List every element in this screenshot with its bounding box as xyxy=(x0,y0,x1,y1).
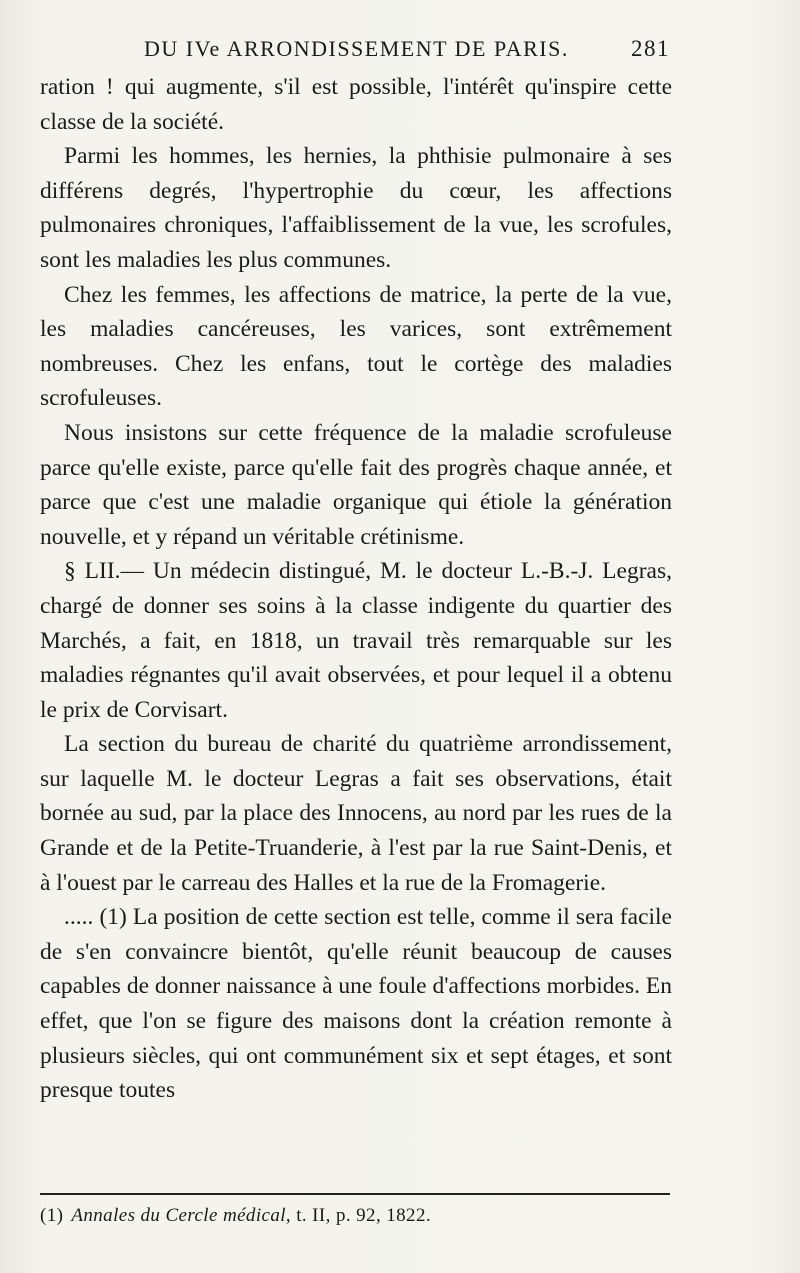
paragraph-continuation: ration ! qui augmente, s'il est possible, l'intérêt qu'inspire cette classe de la société. xyxy=(40,74,672,135)
footnote-source-title: Annales du Cercle médical xyxy=(71,1205,286,1226)
running-title: DU IVe ARRONDISSEMENT DE PARIS. xyxy=(144,36,569,61)
footnote xyxy=(40,1205,670,1227)
paragraph-section-bounds: La section du bureau de charité du quatrième arrondissement, sur laquelle M. le docteur Legras a fait ses observations, était bornée au sud, par la place des Innocens, au nord par les rues de la Grande et de la Petite-Truanderie, à l'est par la rue Saint-Denis, et à l'ouest par le carreau des Halles et la rue de la Fromagerie. xyxy=(40,731,672,896)
footnote-reference: , t. II, p. 92, 1822. xyxy=(285,1205,431,1226)
running-head xyxy=(40,30,670,64)
paragraph-women-diseases: Chez les femmes, les affections de matrice, la perte de la vue, les maladies cancéreuses, les varices, sont extrêmement nombreuses. Chez les enfans, tout le cortège des maladies scrofuleuses. xyxy=(40,281,672,412)
paragraph-scrofula: Nous insistons sur cette fréquence de la maladie scrofuleuse parce qu'elle existe, parce qu'elle fait des progrès chaque année, et parce que c'est une maladie organique qui étiole la génération nouvelle, et y répand un véritable crétinisme. xyxy=(40,419,672,550)
page-number: 281 xyxy=(631,36,670,61)
footnote-mark: (1) xyxy=(40,1205,64,1226)
footnote-rule xyxy=(40,1193,670,1195)
paragraph-quotation: ..... (1) La position de cette section est telle, comme il sera facile de s'en convaincre bientôt, qu'elle réunit beaucoup de causes capables de donner naissance à une foule d'affections morbides. En effet, que l'on se figure des maisons dont la création remonte à plusieurs siècles, qui ont communément six et sept étages, et sont presque toutes xyxy=(40,904,672,1104)
paragraph-men-diseases: Parmi les hommes, les hernies, la phthisie pulmonaire à ses différens degrés, l'hypertrophie du cœur, les affections pulmonaires chroniques, l'affaiblissement de la vue, les scrofules, sont les maladies les plus communes. xyxy=(40,143,672,273)
paragraph-section-lii: § LII.— Un médecin distingué, M. le docteur L.-B.-J. Legras, chargé de donner ses soins à la classe indigente du quartier des Marchés, a fait, en 1818, un travail très remarquable sur les maladies régnantes qu'il avait observées, et pour lequel il a obtenu le prix de Corvisart. xyxy=(40,558,672,723)
body-text xyxy=(40,70,672,1108)
